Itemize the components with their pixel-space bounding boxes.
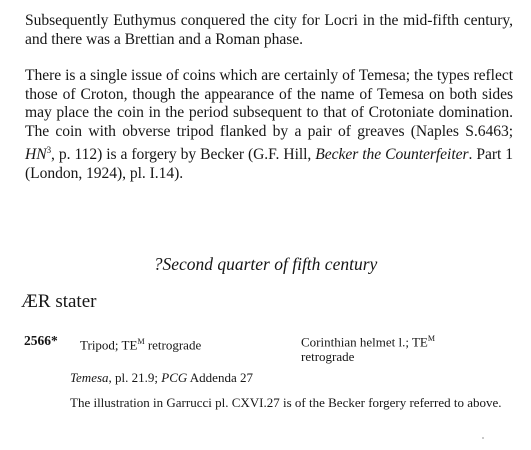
coin-issue-paragraph <box>25 67 513 184</box>
ref-addenda: Addenda 27 <box>187 370 253 385</box>
coin-issue-text-1: There is a single issue of coins which are certainly of Temesa; the types reflect those of Croton, though the appearance of the name of Temesa on both sides may place the coin in the period subsequent to that of Crotoniate domination. The coin with obverse tripod flanked by a pair of greaves (Naples S.6463; <box>25 67 513 140</box>
hn-abbreviation: HN <box>25 146 47 164</box>
book-title: Becker the Counterfeiter <box>315 146 469 164</box>
obverse-prefix: Tripod; TE <box>80 337 138 353</box>
ref-plate: , pl. 21.9; <box>108 370 162 385</box>
reverse-description <box>301 331 516 364</box>
hn-superscript: 3 <box>46 145 52 156</box>
section-heading: ?Second quarter of fifth century <box>153 254 378 274</box>
coin-issue-text-3: . Part 1 (London, 1924), pl. I.14). <box>25 146 513 183</box>
intro-paragraph: Subsequently Euthymus conquered the city for Locri in the mid-fifth century, and there was a Brettian and a Roman phase. <box>25 12 513 48</box>
reverse-suffix: retrograde <box>301 349 355 365</box>
coin-issue-text-2: , p. 112) is a forgery by Becker (G.F. Hill, <box>51 146 316 164</box>
ref-place: Temesa <box>70 370 109 385</box>
denomination-label: ÆR stater <box>21 291 97 312</box>
reverse-prefix: Corinthian helmet l.; TE <box>301 334 428 350</box>
catalogue-number: 2566* <box>24 333 58 348</box>
speck-mark <box>482 437 484 439</box>
reverse-superscript: M <box>427 334 435 343</box>
obverse-description <box>80 334 201 352</box>
reference-line <box>70 370 253 385</box>
obverse-superscript: M <box>137 337 145 346</box>
obverse-suffix: retrograde <box>144 337 202 353</box>
forgery-note: The illustration in Garrucci pl. CXVI.27 is of the Becker forgery referred to above. <box>70 395 502 410</box>
ref-pcg: PCG <box>161 370 188 385</box>
